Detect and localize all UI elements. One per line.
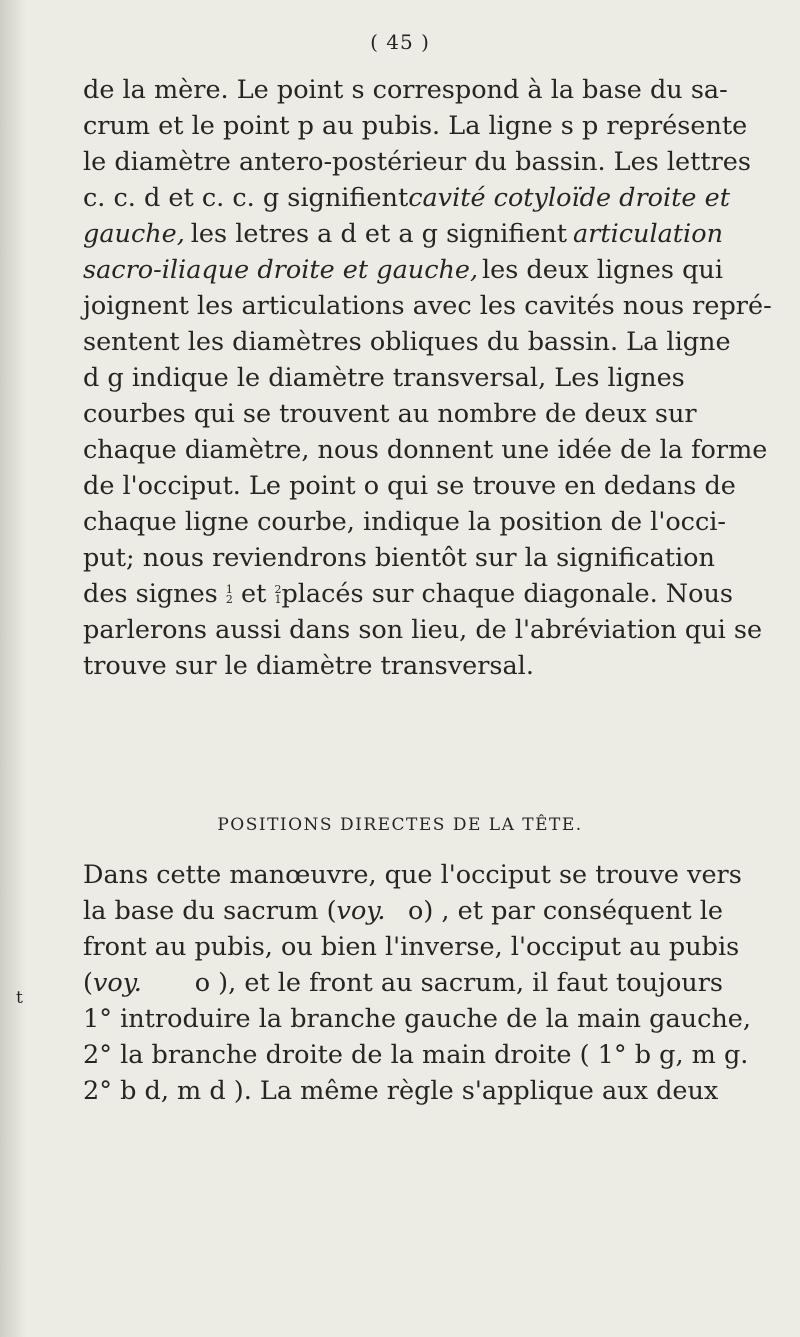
text-line: parlerons aussi dans son lieu, de l'abréviation qui se [83,615,763,645]
text-line: des signes 1 2 et 2 1 placés sur chaque diagonale. Nous [83,579,733,609]
text-line: 2° b d, m d ). La même règle s'applique aux deux [83,1076,719,1106]
text-line: put; nous reviendrons bientôt sur la signification [83,543,715,573]
text-line: d g indique le diamètre transversal, Les lignes [83,363,685,393]
text-line: front au pubis, ou bien l'inverse, l'occiput au pubis [83,932,740,962]
text-line: la base du sacrum (voy. o) , et par conséquent le [83,896,723,926]
text-line: chaque diamètre, nous donnent une idée de la forme [83,435,768,465]
margin-mark: t [16,988,23,1008]
binding-shadow [0,0,26,1337]
text-line: c. c. d et c. c. g signifient cavité cotyloïde droite et [83,183,730,213]
page-number: ( 45 ) [370,30,430,54]
text-line: joignent les articulations avec les cavités nous repré- [83,291,772,321]
text-line: le diamètre antero-postérieur du bassin. Les lettres [83,147,751,177]
text-line: (voy. o ), et le front au sacrum, il faut toujours [83,968,723,998]
text-line: chaque ligne courbe, indique la position de l'occi- [83,507,727,537]
text-line: 1° introduire la branche gauche de la main gauche, [83,1004,751,1034]
text-line: courbes qui se trouvent au nombre de deux sur [83,399,697,429]
text-line: gauche, les letres a d et a g signifient articulation [83,219,723,249]
text-line: 2° la branche droite de la main droite ( 1° b g, m g. [83,1040,749,1070]
text-line: crum et le point p au pubis. La ligne s p représente [83,111,748,141]
fraction-one-half: 1 2 [225,583,233,606]
text-line: trouve sur le diamètre transversal. [83,651,534,681]
text-line: sentent les diamètres obliques du bassin. La ligne [83,327,731,357]
text-line: Dans cette manœuvre, que l'occiput se trouve vers [83,860,742,890]
text-line: de l'occiput. Le point o qui se trouve en dedans de [83,471,736,501]
section-heading: POSITIONS DIRECTES DE LA TÊTE. [217,815,583,835]
text-line: de la mère. Le point s correspond à la base du sa- [83,75,728,105]
text-line: sacro-iliaque droite et gauche, les deux lignes qui [83,255,723,285]
fraction-two-one: 2 1 [274,583,282,606]
